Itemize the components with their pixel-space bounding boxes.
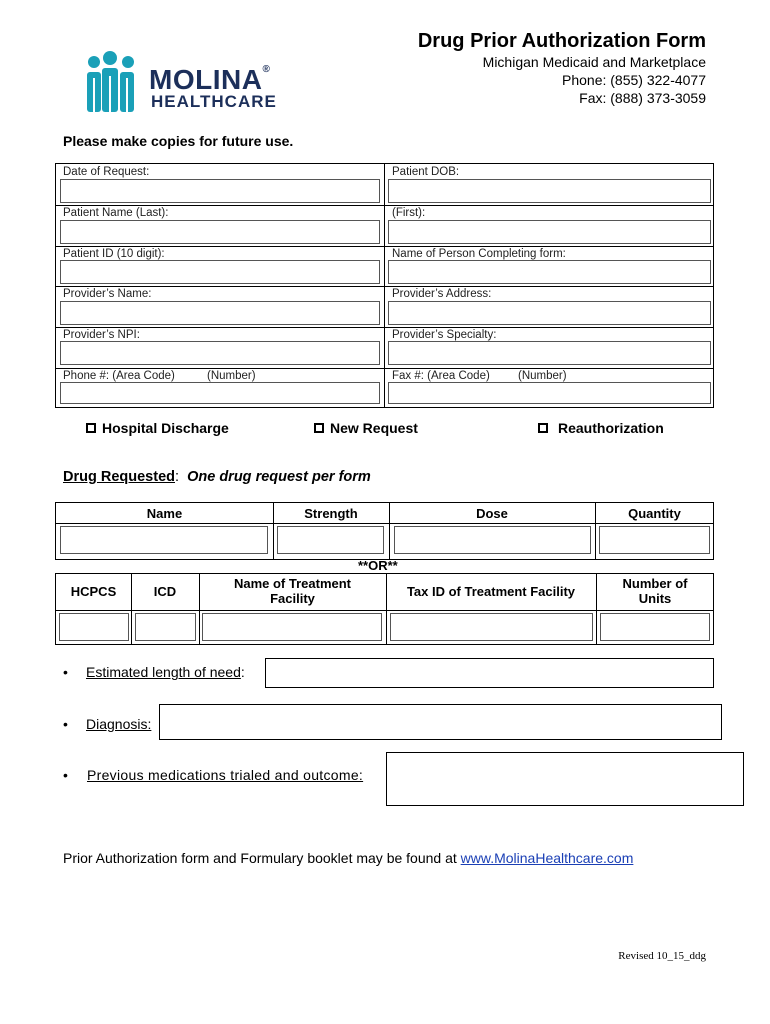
phone-number-label: (Number) — [207, 370, 256, 382]
person-completing-field[interactable] — [388, 260, 711, 284]
col-hcpcs-header: HCPCS — [70, 584, 117, 599]
patient-dob-field[interactable] — [388, 179, 711, 203]
copies-note: Please make copies for future use. — [63, 133, 294, 149]
length-of-need-field[interactable] — [265, 658, 714, 688]
patient-dob-label: Patient DOB: — [392, 166, 460, 178]
date-of-request-field[interactable] — [60, 179, 380, 203]
col-quantity-header: Quantity — [628, 506, 681, 521]
date-of-request-label: Date of Request: — [63, 166, 150, 178]
drug-table — [55, 502, 714, 560]
phone-number: Phone: (855) 322-4077 — [562, 72, 706, 88]
person-completing-label: Name of Person Completing form: — [392, 248, 566, 260]
hcpcs-field[interactable] — [59, 613, 129, 641]
previous-medications-field[interactable] — [386, 752, 744, 806]
facility-table — [55, 573, 714, 645]
hospital-discharge-checkbox[interactable] — [86, 420, 229, 436]
diagnosis-label: Diagnosis: — [86, 716, 152, 732]
units-field[interactable] — [600, 613, 710, 641]
col-name-header: Name — [146, 506, 183, 521]
patient-info-grid — [55, 163, 714, 408]
patient-last-name-field[interactable] — [60, 220, 380, 244]
diagnosis-field[interactable] — [159, 704, 722, 740]
patient-last-name-label: Patient Name (Last): — [63, 207, 169, 219]
col-strength-header: Strength — [304, 506, 358, 521]
reauthorization-checkbox[interactable] — [538, 420, 664, 436]
previous-medications-label: Previous medications trialed and outcome: — [87, 767, 364, 783]
phone-field[interactable] — [60, 382, 380, 404]
icd-field[interactable] — [135, 613, 196, 641]
hospital-discharge-label: Hospital Discharge — [102, 420, 229, 436]
new-request-checkbox[interactable] — [314, 420, 418, 436]
col-facility-header: Name of Treatment Facility — [233, 576, 352, 606]
checkbox-square-icon — [538, 423, 548, 433]
provider-address-field[interactable] — [388, 301, 711, 325]
patient-first-name-label: (First): — [392, 207, 426, 219]
fax-field[interactable] — [388, 382, 711, 404]
patient-id-field[interactable] — [60, 260, 380, 284]
logo-wordmark-healthcare: HEALTHCARE — [151, 92, 277, 111]
length-of-need-label: Estimated length of need: — [86, 664, 245, 680]
bullet-dot: • — [63, 767, 68, 783]
molina-website-link[interactable]: www.MolinaHealthcare.com — [460, 850, 634, 866]
form-title: Drug Prior Authorization Form — [417, 30, 706, 52]
provider-specialty-label: Provider’s Specialty: — [392, 329, 497, 341]
bullet-dot: • — [63, 664, 68, 680]
patient-first-name-field[interactable] — [388, 220, 711, 244]
phone-area-code-label: Phone #: (Area Code) — [63, 370, 175, 382]
col-icd-header: ICD — [153, 584, 177, 599]
provider-npi-field[interactable] — [60, 341, 380, 365]
provider-specialty-field[interactable] — [388, 341, 711, 365]
new-request-label: New Request — [330, 420, 418, 436]
drug-name-field[interactable] — [60, 526, 268, 554]
patient-id-label: Patient ID (10 digit): — [63, 248, 165, 260]
col-taxid-header: Tax ID of Treatment Facility — [406, 584, 576, 599]
checkbox-square-icon — [86, 423, 96, 433]
col-units-header: Number of Units — [622, 576, 688, 606]
fax-area-code-label: Fax #: (Area Code) — [392, 370, 490, 382]
plan-subtitle: Michigan Medicaid and Marketplace — [482, 54, 706, 70]
drug-quantity-field[interactable] — [599, 526, 710, 554]
logo-wordmark-molina: MOLINA® — [149, 64, 271, 95]
reauthorization-label: Reauthorization — [558, 420, 664, 436]
bullet-dot: • — [63, 716, 68, 732]
provider-npi-label: Provider’s NPI: — [63, 329, 140, 341]
provider-name-field[interactable] — [60, 301, 380, 325]
col-dose-header: Dose — [476, 506, 508, 521]
drug-requested-heading: Drug Requested: One drug request per form — [63, 469, 371, 485]
drug-dose-field[interactable] — [394, 526, 591, 554]
footer-note: Prior Authorization form and Formulary booklet may be found at www.MolinaHealthcare.com — [63, 850, 634, 866]
facility-name-field[interactable] — [202, 613, 382, 641]
revision-label: Revised 10_15_ddg — [618, 950, 706, 962]
fax-number: Fax: (888) 373-3059 — [579, 90, 706, 106]
tax-id-field[interactable] — [390, 613, 593, 641]
or-separator: **OR** — [358, 558, 398, 573]
drug-strength-field[interactable] — [277, 526, 384, 554]
fax-number-label: (Number) — [518, 370, 567, 382]
checkbox-square-icon — [314, 423, 324, 433]
provider-address-label: Provider’s Address: — [392, 288, 492, 300]
provider-name-label: Provider’s Name: — [63, 288, 152, 300]
